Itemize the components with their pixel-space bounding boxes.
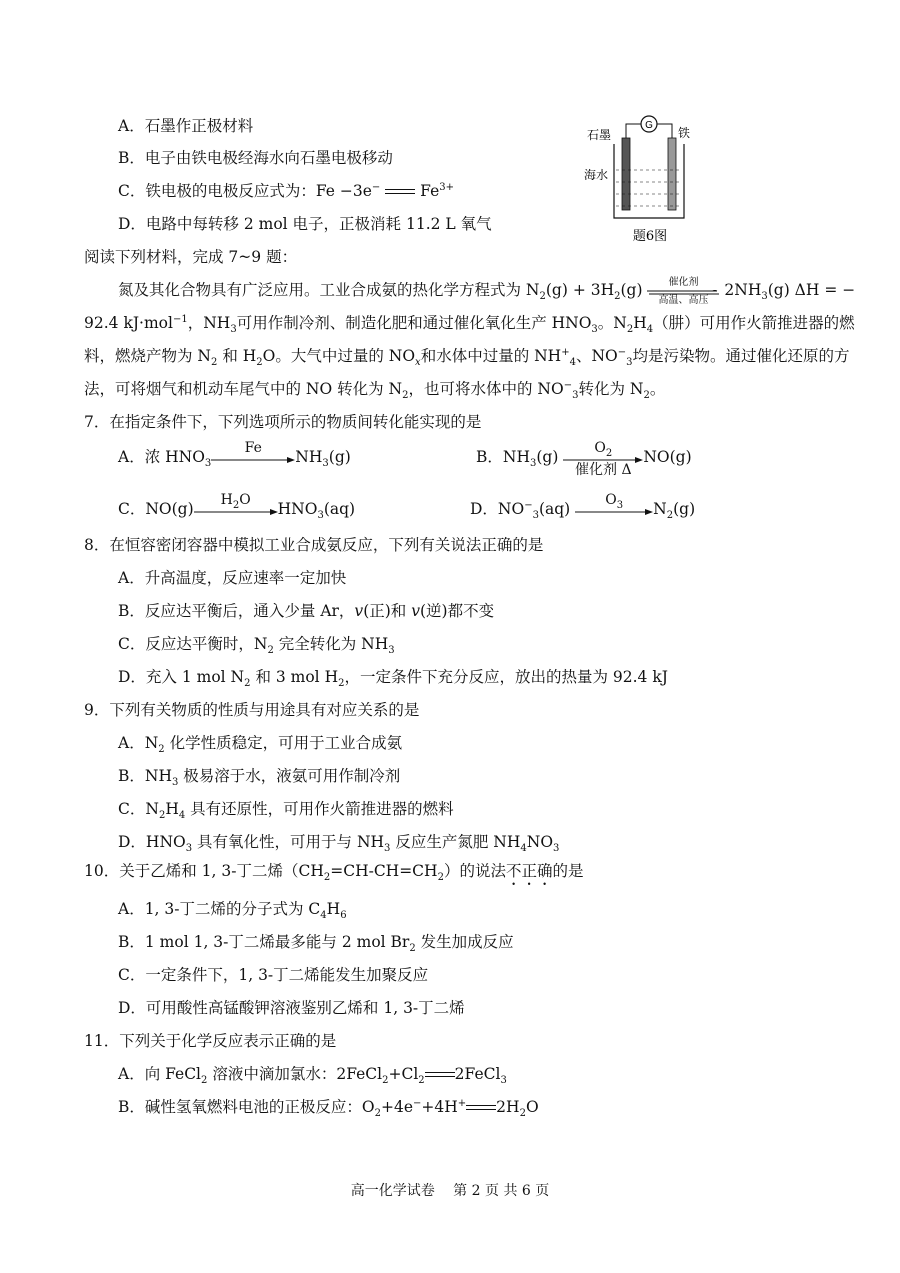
q6-option-b: B．电子由铁电极经海水向石墨电极移动 — [118, 149, 393, 167]
graphite-label: 石墨 — [587, 128, 612, 142]
q9-option-d: D．$HNO_3$ 具有氧化性，可用于与 $NH_3$ 反应生产氮肥 $NH_4NO_3$ — [118, 833, 560, 855]
q9-stem: 9．下列有关物质的性质与用途具有对应关系的是 — [84, 701, 420, 719]
galvanometer-label: G — [645, 120, 653, 131]
q11-option-b: B．碱性氢氧燃料电池的正极反应：$O_2+4e^-+4H^+$ $2H_2O$ — [118, 1097, 539, 1120]
q11-option-a: A．向 FeCl$_2$ 溶液中滴加氯水：$2FeCl_2+Cl_2$ 2FeCl$_3$ — [118, 1065, 507, 1087]
q10-option-a: A．1, 3-丁二烯的分子式为 $C_4H_6$ — [118, 900, 347, 922]
q9-option-b: B．$NH_3$ 极易溶于水，液氨可用作制冷剂 — [118, 767, 401, 789]
material-line-2: 92.4 kJ·mol$^{-1}$，$NH_3$可用作制冷剂、制造化肥和通过催化氧化生产 $HNO_3$。$N_2H_4$（肼）可用作火箭推进器的燃 — [84, 313, 855, 336]
q10-option-c: C．一定条件下，1, 3-丁二烯能发生加聚反应 — [118, 966, 429, 984]
q9-option-a: A．$N_2$ 化学性质稳定，可用于工业合成氨 — [118, 734, 403, 756]
material-line-3: 料，燃烧产物为 $N_2$ 和 $H_2O$。大气中过量的 $NO_x$和水体中过量的 $NH^+_4$、$NO^-_3$均是污染物。通过催化还原的方 — [84, 346, 850, 369]
q10-stem: 10．关于乙烯和 1, 3-丁二烯$(CH_2=CH-CH=CH_2)$的说法不正确的是 — [84, 862, 584, 884]
q8-option-a: A．升高温度，反应速率一定加快 — [118, 569, 347, 587]
q10-option-d: D．可用酸性高锰酸钾溶液鉴别乙烯和 1, 3-丁二烯 — [118, 999, 465, 1017]
page-footer: 高一化学试卷 第 2 页 共 6 页 — [350, 1183, 550, 1199]
material-line-1: 氮及其化合物具有广泛应用。工业合成氨的热化学方程式为 $N_2(g) + 3H_2(g)$ 催化剂 高温、高压 $2NH_3(g) \Delta H$ = − — [118, 277, 856, 306]
reading-intro: 阅读下列材料，完成 7~9 题： — [84, 248, 298, 266]
q6-option-a: A．石墨作正极材料 — [118, 117, 254, 135]
q9-option-c: C．$N_2H_4$ 具有还原性，可用作火箭推进器的燃料 — [118, 800, 454, 822]
q7-option-d: D．$NO^-_3(aq)$ $O_3$ $N_2(g)$ — [470, 492, 696, 522]
q6-option-c: C．铁电极的电极反应式为：Fe −3e− $Fe^{3+}$ — [118, 181, 454, 200]
q6-option-d: D．电路中每转移 2 mol 电子，正极消耗 11.2 L 氧气 — [118, 215, 492, 233]
iron-label: 铁 — [678, 126, 691, 140]
q8-option-d: D．充入 1 mol $N_2$ 和 3 mol $H_2$，一定条件下充分反应，放出的热量为 92.4 kJ — [118, 668, 668, 690]
q11-stem: 11．下列关于化学反应表示正确的是 — [84, 1032, 337, 1050]
q7-stem: 7．在指定条件下，下列选项所示的物质间转化能实现的是 — [84, 413, 482, 431]
q7-option-a: A．浓 $HNO_3$ Fe $NH_3(g)$ — [118, 440, 351, 470]
q8-option-c: C．反应达平衡时，$N_2$ 完全转化为 $NH_3$ — [118, 635, 395, 657]
q8-stem: 8．在恒容密闭容器中模拟工业合成氨反应，下列有关说法正确的是 — [84, 536, 544, 554]
q8-option-b: B．反应达平衡后，通入少量 Ar，v(正)和 v(逆)都不变 — [118, 602, 495, 620]
seawater-label: 海水 — [584, 168, 609, 182]
material-line-4: 法，可将烟气和机动车尾气中的 NO 转化为 $N_2$，也可将水体中的 $NO^-_3$转化为 $N_2$。 — [84, 379, 666, 402]
figure-caption: 题6图 — [632, 229, 668, 244]
q7-option-c: C．NO(g) $H_2O$ $HNO_3(aq)$ — [118, 492, 356, 522]
electrochemical-cell-figure — [584, 108, 714, 248]
q10-option-b: B．1 mol 1, 3-丁二烯最多能与 2 mol $Br_2$ 发生加成反应 — [118, 933, 514, 955]
q7-option-b: B．$NH_3(g)$ $O_2$ 催化剂 Δ NO(g) — [476, 440, 692, 478]
